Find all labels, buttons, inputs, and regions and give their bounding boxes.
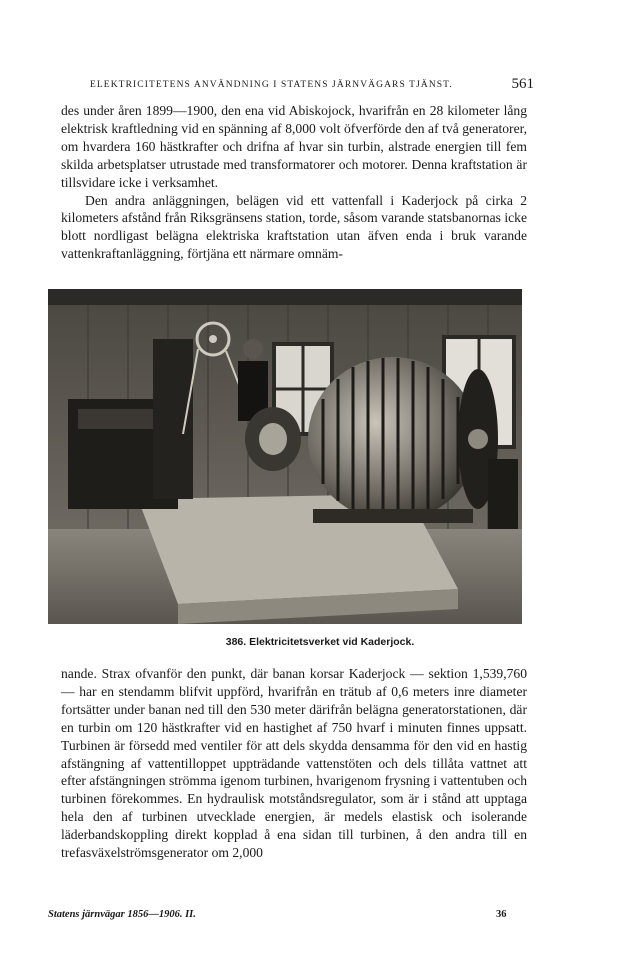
- paragraph: des under åren 1899—1900, den ena vid Abiskojock, hvarifrån en 28 kilometer lång elektrisk kraftledning vid en spänning af 8,000 volt öfverförde den af två generatorer, om hvardera 160 hästkrafter och drifna af hvar sin turbin, alstrade energien till fem skilda arbetsplatser utrustade med transformatorer och motorer. Denna kraftstation är tillsvidare icke i verksamhet.: [61, 103, 527, 190]
- header-title: ELEKTRICITETENS ANVÄNDNING I STATENS JÄRNVÄGARS TJÄNST.: [90, 80, 453, 90]
- page-number: 561: [511, 76, 534, 92]
- footer-sheet-number: 36: [496, 909, 507, 920]
- footer-signature: Statens järnvägar 1856—1906. II.: [48, 909, 196, 920]
- text-block-bottom: [61, 665, 527, 862]
- power-station-illustration: [48, 289, 522, 624]
- figure-caption: 386. Elektricitetsverket vid Kaderjock.: [225, 636, 415, 648]
- photo-power-station: [48, 289, 522, 624]
- paragraph: Den andra anläggningen, belägen vid ett vattenfall i Kaderjock på cirka 2 kilometers afstånd från Riksgränsens station, torde, såsom varande statsbanornas icke blott nordligast belägna elektriska kraftstation utan äfven enda i bruk varande vattenkraftanläggning, förtjäna ett närmare omnäm-: [61, 192, 527, 262]
- paragraph: nande. Strax ofvanför den punkt, där banan korsar Kaderjock — sektion 1,539,760 — har en stendamm blifvit uppförd, hvarifrån en trätub af 0,6 meters inre diameter fortsätter under banan ned till den 530 meter därifrån belägna generatorstationen, där en turbin om 120 hästkrafter vid en hastighet af 750 hvarf i minuten finnes uppsatt. Turbinen är försedd med ventiler för att dels skydda densamma för den vid en hastig afstängning af vattentilloppet uppträdande vattenstöten och dels tillåta vattnet att efter afstängningen strömma igenom turbinen, hvarigenom frysning i vattentuben och turbinen förekommes. En hydraulisk motståndsregulator, som är i stånd att upptaga hela den af turbinen utvecklade energien, är medels elastisk och isolerande läderbandskoppling direkt kopplad å ena sidan till turbinen, å den andra till en trefasväxelströmsgenerator om 2,000: [61, 666, 527, 861]
- text-block-top: [61, 102, 527, 263]
- running-header: [90, 76, 534, 96]
